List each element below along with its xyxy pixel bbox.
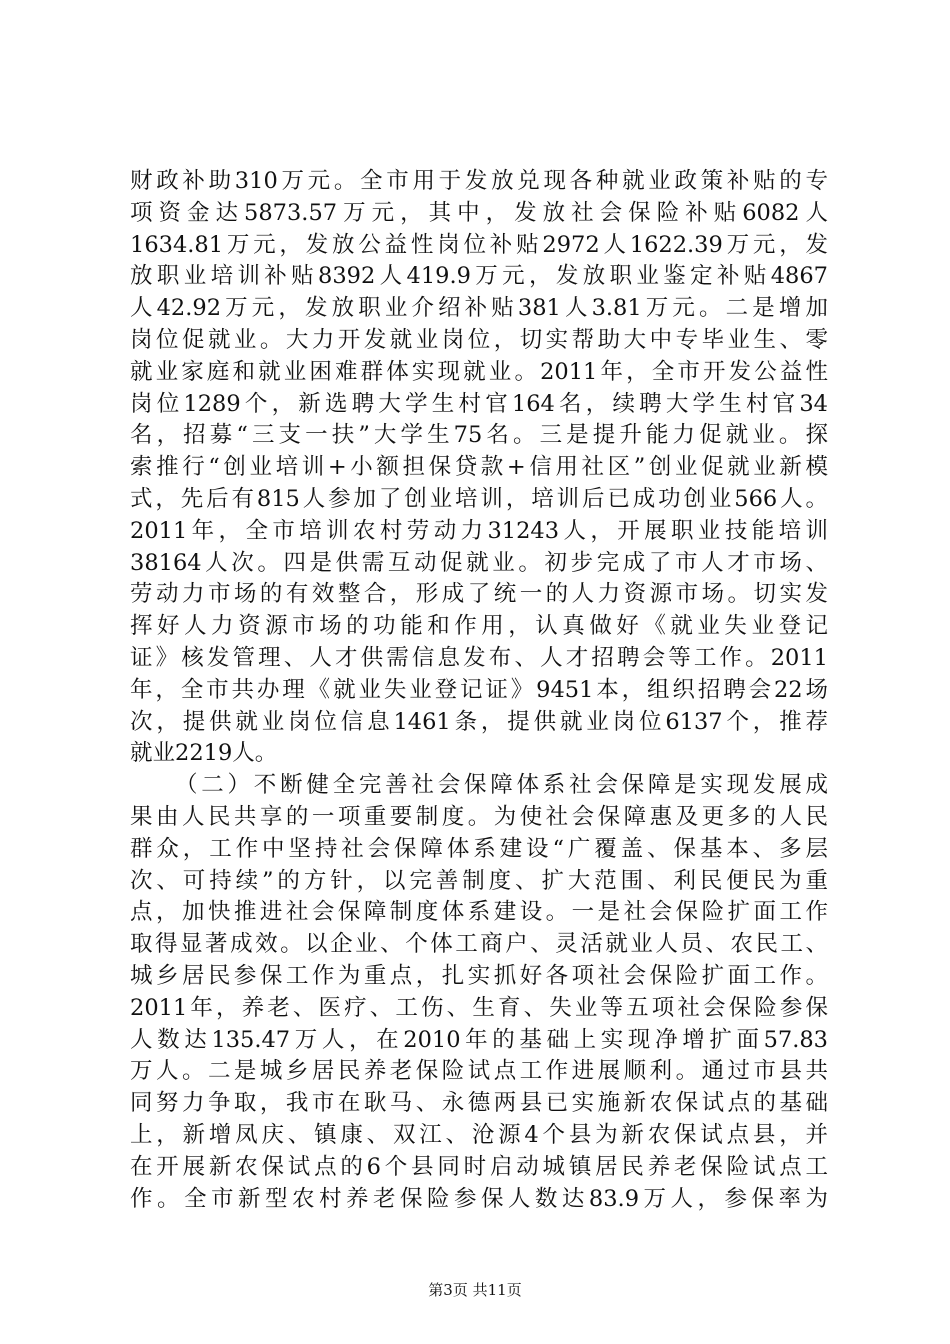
text-line: 项资金达5873.57万元，其中，发放社会保险补贴6082人 <box>130 199 828 226</box>
page-footer: 第3页 共11页 <box>428 1281 522 1299</box>
text-line: 索推行“创业培训+小额担保贷款+信用社区”创业促就业新模 <box>130 454 828 481</box>
text-line: 就业2219人。 <box>130 740 278 767</box>
text-line: 岗位促就业。大力开发就业岗位，切实帮助大中专毕业生、零 <box>130 326 828 353</box>
text-line: 放职业培训补贴8392人419.9万元，发放职业鉴定补贴4867 <box>130 263 828 290</box>
text-line: 1634.81万元，发放公益性岗位补贴2972人1622.39万元，发 <box>130 231 828 258</box>
text-line: 同努力争取，我市在耿马、永德两县已实施新农保试点的基础 <box>130 1090 828 1117</box>
text-line: 证》核发管理、人才供需信息发布、人才招聘会等工作。2011 <box>130 644 828 671</box>
text-line: 在开展新农保试点的6个县同时启动城镇居民养老保险试点工 <box>130 1153 828 1180</box>
text-line: 38164人次。四是供需互动促就业。初步完成了市人才市场、 <box>130 549 828 576</box>
text-line: 式，先后有815人参加了创业培训，培训后已成功创业566人。 <box>130 485 828 512</box>
paragraph <box>130 770 828 1215</box>
text-line: 次、可持续”的方针，以完善制度、扩大范围、利民便民为重 <box>130 867 828 894</box>
text-line: 挥好人力资源市场的功能和作用，认真做好《就业失业登记 <box>130 613 828 640</box>
text-line: 点，加快推进社会保障制度体系建设。一是社会保险扩面工作 <box>130 899 828 926</box>
text-line: 作。全市新型农村养老保险参保人数达83.9万人，参保率为 <box>130 1185 828 1212</box>
text-line: 2011年，全市培训农村劳动力31243人，开展职业技能培训 <box>130 517 828 544</box>
text-line: 万人。二是城乡居民养老保险试点工作进展顺利。通过市县共 <box>130 1058 828 1085</box>
text-line: 就业家庭和就业困难群体实现就业。2011年，全市开发公益性 <box>130 358 828 385</box>
text-line: （二）不断健全完善社会保障体系社会保障是实现发展成 <box>175 772 828 799</box>
text-line: 年，全市共办理《就业失业登记证》9451本，组织招聘会22场 <box>130 676 828 703</box>
text-line: 财政补助310万元。全市用于发放兑现各种就业政策补贴的专 <box>130 168 828 194</box>
text-line: 果由人民共享的一项重要制度。为使社会保障惠及更多的人民 <box>130 803 828 830</box>
text-line: 人数达135.47万人，在2010年的基础上实现净增扩面57.83 <box>130 1026 828 1053</box>
text-line: 城乡居民参保工作为重点，扎实抓好各项社会保险扩面工作。 <box>130 962 828 989</box>
text-line: 上，新增凤庆、镇康、双江、沧源4个县为新农保试点县，并 <box>130 1121 828 1148</box>
text-line: 名，招募“三支一扶”大学生75名。三是提升能力促就业。探 <box>130 422 828 449</box>
text-line: 劳动力市场的有效整合，形成了统一的人力资源市场。切实发 <box>130 581 828 608</box>
text-line: 岗位1289个，新选聘大学生村官164名，续聘大学生村官34 <box>130 390 828 417</box>
document-body <box>130 166 828 1215</box>
text-line: 群众，工作中坚持社会保障体系建设“广覆盖、保基本、多层 <box>130 835 828 862</box>
text-line: 次，提供就业岗位信息1461条，提供就业岗位6137个，推荐 <box>130 708 828 735</box>
text-line: 2011年，养老、医疗、工伤、生育、失业等五项社会保险参保 <box>130 994 828 1021</box>
paragraph <box>130 166 828 770</box>
text-line: 取得显著成效。以企业、个体工商户、灵活就业人员、农民工、 <box>130 931 828 958</box>
text-line: 人42.92万元，发放职业介绍补贴381人3.81万元。二是增加 <box>130 295 828 322</box>
